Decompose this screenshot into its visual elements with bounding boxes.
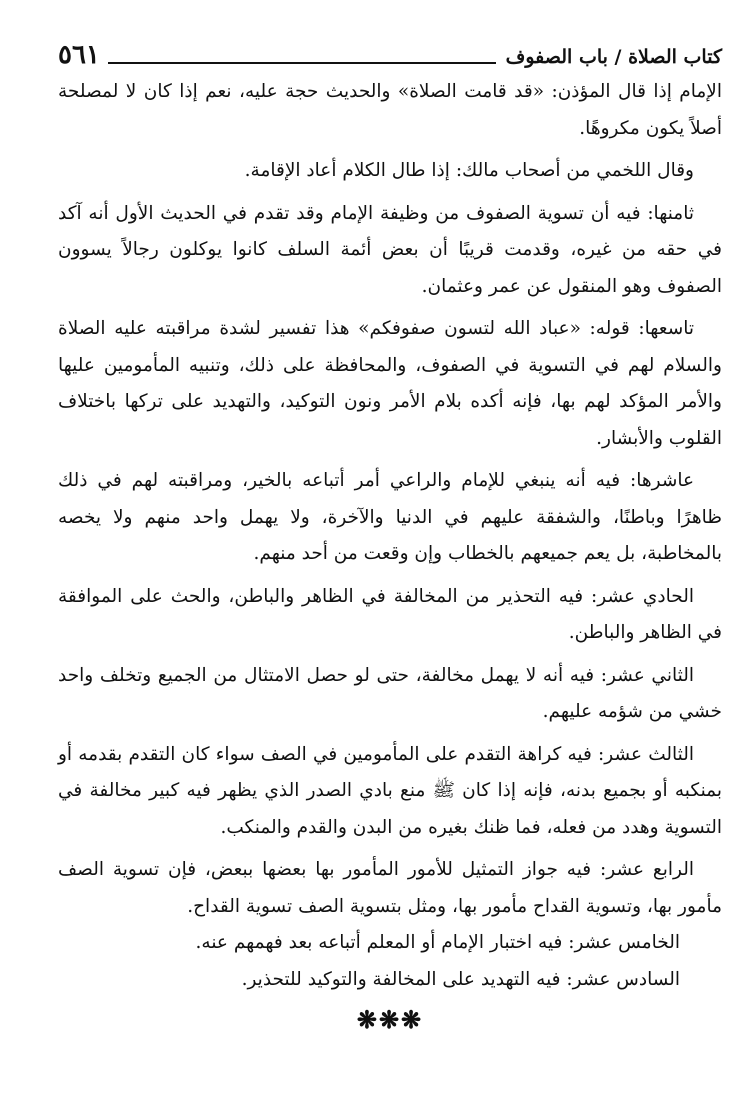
- paragraph-point-9: تاسعها: قوله: «عباد الله لتسون صفوفكم» هذا تفسير لشدة مراقبته عليه الصلاة والسلام لهم في التسوية في الصفوف، والمحافظة على ذلك، وتنبيه المأمومين عليها والأمر المؤكد لهم بها، فإنه أكده بلام الأمر ونون التوكيد، والتهديد على تركها باختلاف القلوب والأبشار.: [58, 318, 722, 449]
- paragraph-lakhmi: وقال اللخمي من أصحاب مالك: إذا طال الكلام أعاد الإقامة.: [244, 160, 694, 181]
- paragraph-point-8: ثامنها: فيه أن تسوية الصفوف من وظيفة الإمام وقد تقدم في الحديث الأول أنه آكد في حقه من غيره، وقدمت قريبًا أن بعض أئمة السلف كانوا يوكلون رجالاً يسوون الصفوف وهو المنقول عن عمر وعثمان.: [58, 202, 722, 297]
- running-title: كتاب الصلاة / باب الصفوف: [505, 46, 722, 68]
- paragraph-point-14: الرابع عشر: فيه جواز التمثيل للأمور المأمور بها بعضها ببعض، فإن تسوية الصف مأمور بها، وتسوية القداح مأمور بها، ومثل بتسوية الصف تسوية القداح.: [58, 859, 722, 917]
- page-header: [58, 30, 722, 70]
- page-number: ٥٦١: [58, 40, 100, 70]
- paragraph-point-13: الثالث عشر: فيه كراهة التقدم على المأمومين في الصف سواء كان التقدم بقدمه أو بمنكبه أو بجميع بدنه، فإنه إذا كان ﷺ منع بادي الصدر الذي يظهر فيه كبير مخالفة في التسوية وهدد من فعله، فما ظنك بغيره من البدن والقدم والمنكب.: [58, 743, 722, 838]
- book-page: [58, 30, 722, 1038]
- paragraph-point-16: السادس عشر: فيه التهديد على المخالفة والتوكيد للتحذير.: [241, 968, 680, 990]
- paragraph-point-15: الخامس عشر: فيه اختبار الإمام أو المعلم أتباعه بعد فهمهم عنه.: [195, 932, 680, 953]
- header-rule: [108, 62, 496, 64]
- paragraph-continuation: الإمام إذا قال المؤذن: «قد قامت الصلاة» والحديث حجة عليه، نعم إذا كان لا لمصلحة أصلاً يكون مكروهًا.: [58, 81, 723, 139]
- paragraph-point-12: الثاني عشر: فيه أنه لا يهمل مخالفة، حتى لو حصل الامتثال من الجميع وتخلف واحد خشي من شؤمه عليهم.: [58, 664, 722, 722]
- section-separator: ❋❋❋: [356, 1005, 424, 1034]
- paragraph-point-10: عاشرها: فيه أنه ينبغي للإمام والراعي أمر أتباعه بالخير، ومراقبته لهم في ذلك ظاهرًا وباطنًا، والشفقة عليهم في الدنيا والآخرة، ولا يهمل واحد منهم ولا يخصه بالمخاطبة، بل يعم جميعهم بالخطاب وإن وقعت من أحد منهم.: [58, 470, 722, 564]
- page-body: [58, 74, 722, 998]
- paragraph-point-11: الحادي عشر: فيه التحذير من المخالفة في الظاهر والباطن، والحث على الموافقة في الظاهر والباطن.: [58, 585, 722, 643]
